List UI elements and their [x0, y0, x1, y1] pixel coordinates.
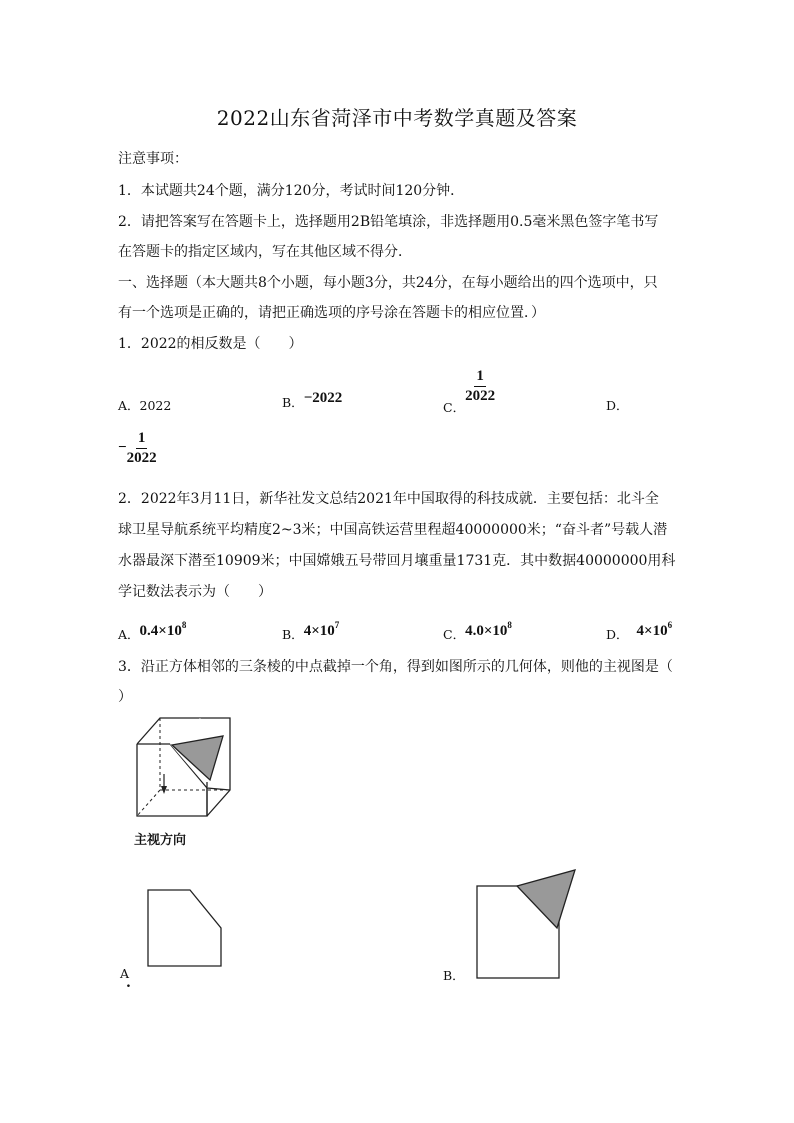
q2-option-a[interactable] [118, 620, 186, 643]
q1-option-a-label: A． [118, 398, 140, 413]
q2-option-d-value: $4\times 10^6$ [636, 620, 673, 639]
notice-heading: 注意事项： [118, 151, 188, 167]
q1-option-d-sign: − [118, 439, 127, 456]
q2-option-d-label: D． [606, 627, 629, 642]
q2-option-b-value: $4\times 10^7$ [303, 620, 340, 639]
q2-line-4: 学记数法表示为（ ） [118, 584, 272, 600]
q3-option-a-figure [146, 888, 226, 968]
q3-option-a-dot: . [126, 975, 131, 991]
notice-item-2-line-2: 在答题卡的指定区域内，写在其他区域不得分． [118, 244, 412, 260]
q3-option-b-shaded-triangle [517, 870, 575, 928]
q3-line-1: 3．沿正方体相邻的三条棱的中点截掉一个角，得到如图所示的几何体，则他的主视图是（ [118, 659, 673, 675]
q2-option-b-label: B． [282, 627, 304, 642]
cube-figure [120, 712, 240, 822]
q3-option-b-label: B． [443, 968, 465, 983]
q2-option-d[interactable] [606, 620, 672, 643]
q1-option-c-fraction [465, 368, 495, 404]
page-title: 2022山东省菏泽市中考数学真题及答案 [216, 106, 578, 130]
q1-option-d-label: D． [606, 398, 629, 413]
q1-option-b-value: −2022 [303, 390, 343, 406]
q2-option-a-value: $0.4\times 10^8$ [139, 620, 187, 639]
q2-option-c[interactable] [443, 620, 512, 643]
q1-option-d-fraction [127, 430, 157, 466]
q1-option-b-label: B． [282, 395, 304, 410]
q1-option-d-denominator: 2022 [126, 449, 157, 466]
q1-option-c-label: C． [443, 399, 466, 415]
q2-option-b[interactable] [282, 620, 339, 643]
q1-option-a-value: 2022 [139, 398, 172, 413]
notice-item-2-line-1: 2．请把答案写在答题卡上，选择题用2B铅笔填涂，非选择题用0.5毫米黑色签字笔书写 [118, 214, 659, 230]
q2-line-3: 水器最深下潜至10909米；中国嫦娥五号带回月壤重量1731克．其中数据40000000用科 [118, 553, 676, 569]
q1-option-a[interactable] [118, 396, 171, 414]
q2-option-a-label: A． [118, 627, 140, 642]
q1-option-c[interactable] [443, 368, 495, 416]
q1-stem: 1．2022的相反数是（ ） [118, 336, 303, 352]
q2-line-1: 2．2022年3月11日，新华社发文总结2021年中国取得的科技成就．主要包括：北斗全 [118, 491, 659, 507]
q3-option-a-label: A [120, 966, 130, 981]
q1-option-c-denominator: 2022 [465, 387, 496, 404]
q1-option-d-value [118, 430, 157, 466]
q1-option-d-numerator: 1 [136, 430, 148, 449]
q2-line-2: 球卫星导航系统平均精度2~3米；中国高铁运营里程超40000000米；“奋斗者”号载人潜 [118, 522, 668, 538]
q2-option-c-value: $4.0\times 10^8$ [465, 620, 512, 639]
section-heading-line-1: 一、选择题（本大题共8个小题，每小题3分，共24分，在每小题给出的四个选项中，只 [118, 275, 658, 291]
q2-option-c-label: C． [443, 627, 466, 642]
q3-option-b[interactable] [443, 966, 465, 984]
q3-line-2: ） [118, 689, 132, 705]
q1-option-c-numerator: 1 [474, 368, 486, 387]
q3-option-b-figure [475, 868, 580, 980]
q1-option-b[interactable] [282, 390, 342, 411]
q1-option-d[interactable] [606, 396, 629, 414]
view-direction-caption: 主视方向 [134, 833, 187, 848]
section-heading-line-2: 有一个选项是正确的，请把正确选项的序号涂在答题卡的相应位置．） [118, 305, 545, 321]
notice-item-1: 1．本试题共24个题，满分120分，考试时间120分钟． [118, 183, 465, 199]
